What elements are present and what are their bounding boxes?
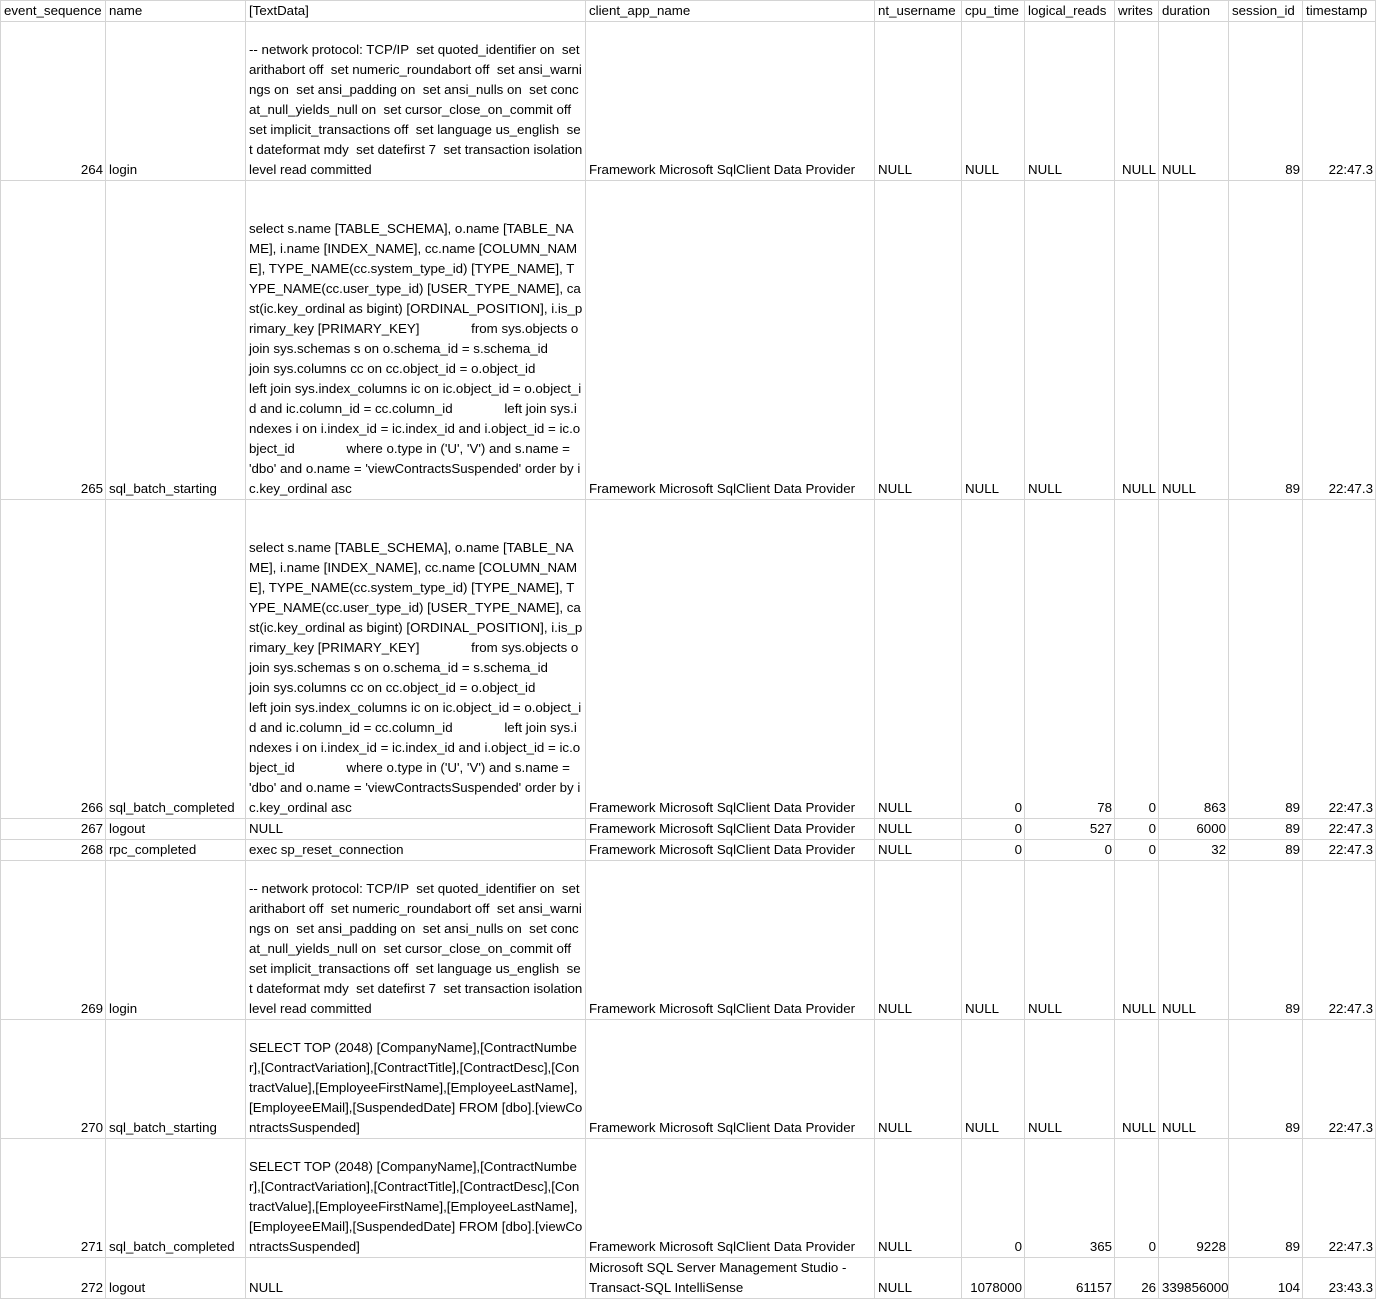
header-writes[interactable]: writes <box>1115 1 1159 22</box>
cell-logical-reads[interactable]: NULL <box>1025 861 1115 1020</box>
cell-timestamp[interactable]: 23:43.3 <box>1303 1258 1376 1299</box>
cell-text-data[interactable]: select s.name [TABLE_SCHEMA], o.name [TABLE_NAME], i.name [INDEX_NAME], cc.name [COLUMN_NAME], TYPE_NAME(cc.system_type_id) [TYPE_NAME], TYPE_NAME(cc.user_type_id) [USER_TYPE_NAME], cast(ic.key_ordinal as bigint) [ORDINAL_POSITION], i.is_primary_key [PRIMARY_KEY] from sys.objects o join sys.schemas s on o.schema_id = s.schema_id join sys.columns cc on cc.object_id = o.object_id left join sys.index_columns ic on ic.object_id = o.object_id and ic.column_id = cc.column_id left join sys.indexes i on i.index_id = ic.index_id and i.object_id = ic.object_id where o.type in ('U', 'V') and s.name = 'dbo' and o.name = 'viewContractsSuspended' order by ic.key_ordinal asc <box>246 181 586 500</box>
cell-duration[interactable]: 6000 <box>1159 819 1229 840</box>
cell-name[interactable]: login <box>106 861 246 1020</box>
cell-client-app-name[interactable]: Framework Microsoft SqlClient Data Provider <box>586 861 875 1020</box>
cell-client-app-name[interactable]: Framework Microsoft SqlClient Data Provider <box>586 840 875 861</box>
cell-session-id[interactable]: 89 <box>1229 840 1303 861</box>
table-row <box>1 500 1376 819</box>
cell-session-id[interactable]: 89 <box>1229 819 1303 840</box>
cell-duration[interactable]: 339856000 <box>1159 1258 1229 1299</box>
cell-duration[interactable]: 9228 <box>1159 1139 1229 1258</box>
table-row <box>1 1139 1376 1258</box>
table-row <box>1 1020 1376 1139</box>
cell-text-data[interactable]: NULL <box>246 819 586 840</box>
cell-nt-username[interactable]: NULL <box>875 1020 962 1139</box>
cell-writes[interactable]: NULL <box>1115 22 1159 181</box>
cell-timestamp[interactable]: 22:47.3 <box>1303 1020 1376 1139</box>
cell-duration[interactable]: NULL <box>1159 181 1229 500</box>
cell-nt-username[interactable]: NULL <box>875 22 962 181</box>
cell-writes[interactable]: NULL <box>1115 181 1159 500</box>
cell-logical-reads[interactable]: NULL <box>1025 181 1115 500</box>
cell-cpu-time[interactable]: 1078000 <box>962 1258 1025 1299</box>
cell-session-id[interactable]: 104 <box>1229 1258 1303 1299</box>
table-row <box>1 22 1376 181</box>
cell-client-app-name[interactable]: Framework Microsoft SqlClient Data Provider <box>586 500 875 819</box>
cell-logical-reads[interactable]: 61157 <box>1025 1258 1115 1299</box>
cell-writes[interactable]: 0 <box>1115 819 1159 840</box>
cell-client-app-name[interactable]: Framework Microsoft SqlClient Data Provider <box>586 819 875 840</box>
cell-writes[interactable]: 0 <box>1115 500 1159 819</box>
header-text-data[interactable]: [TextData] <box>246 1 586 22</box>
header-name[interactable]: name <box>106 1 246 22</box>
cell-logical-reads[interactable]: 0 <box>1025 840 1115 861</box>
cell-writes[interactable]: NULL <box>1115 1020 1159 1139</box>
cell-duration[interactable]: NULL <box>1159 22 1229 181</box>
header-event-sequence[interactable]: event_sequence <box>1 1 106 22</box>
cell-timestamp[interactable]: 22:47.3 <box>1303 819 1376 840</box>
cell-cpu-time[interactable]: 0 <box>962 500 1025 819</box>
header-duration[interactable]: duration <box>1159 1 1229 22</box>
cell-text-data[interactable]: select s.name [TABLE_SCHEMA], o.name [TABLE_NAME], i.name [INDEX_NAME], cc.name [COLUMN_NAME], TYPE_NAME(cc.system_type_id) [TYPE_NAME], TYPE_NAME(cc.user_type_id) [USER_TYPE_NAME], cast(ic.key_ordinal as bigint) [ORDINAL_POSITION], i.is_primary_key [PRIMARY_KEY] from sys.objects o join sys.schemas s on o.schema_id = s.schema_id join sys.columns cc on cc.object_id = o.object_id left join sys.index_columns ic on ic.object_id = o.object_id and ic.column_id = cc.column_id left join sys.indexes i on i.index_id = ic.index_id and i.object_id = ic.object_id where o.type in ('U', 'V') and s.name = 'dbo' and o.name = 'viewContractsSuspended' order by ic.key_ordinal asc <box>246 500 586 819</box>
cell-text-data[interactable]: -- network protocol: TCP/IP set quoted_identifier on set arithabort off set numeric_roundabort off set ansi_warnings on set ansi_padding on set ansi_nulls on set concat_null_yields_null on set cursor_close_on_commit off set implicit_transactions off set language us_english set dateformat mdy set datefirst 7 set transaction isolation level read committed <box>246 861 586 1020</box>
cell-session-id[interactable]: 89 <box>1229 861 1303 1020</box>
cell-client-app-name[interactable]: Framework Microsoft SqlClient Data Provider <box>586 22 875 181</box>
cell-writes[interactable]: 0 <box>1115 840 1159 861</box>
cell-nt-username[interactable]: NULL <box>875 819 962 840</box>
cell-cpu-time[interactable]: 0 <box>962 819 1025 840</box>
cell-session-id[interactable]: 89 <box>1229 181 1303 500</box>
cell-text-data[interactable]: SELECT TOP (2048) [CompanyName],[ContractNumber],[ContractVariation],[ContractTitle],[ContractDesc],[ContractValue],[EmployeeFirstName],[EmployeeLastName],[EmployeeEMail],[SuspendedDate] FROM [dbo].[viewContractsSuspended] <box>246 1139 586 1258</box>
cell-nt-username[interactable]: NULL <box>875 1258 962 1299</box>
cell-duration[interactable]: NULL <box>1159 861 1229 1020</box>
cell-name[interactable]: sql_batch_starting <box>106 181 246 500</box>
cell-client-app-name[interactable]: Framework Microsoft SqlClient Data Provider <box>586 181 875 500</box>
cell-logical-reads[interactable]: 365 <box>1025 1139 1115 1258</box>
header-timestamp[interactable]: timestamp <box>1303 1 1376 22</box>
cell-timestamp[interactable]: 22:47.3 <box>1303 840 1376 861</box>
cell-session-id[interactable]: 89 <box>1229 500 1303 819</box>
table-row <box>1 181 1376 500</box>
cell-name[interactable]: sql_batch_starting <box>106 1020 246 1139</box>
table-row <box>1 819 1376 840</box>
cell-writes[interactable]: 0 <box>1115 1139 1159 1258</box>
header-row <box>1 1 1376 22</box>
cell-logical-reads[interactable]: 527 <box>1025 819 1115 840</box>
cell-cpu-time[interactable]: NULL <box>962 22 1025 181</box>
cell-logical-reads[interactable]: NULL <box>1025 22 1115 181</box>
cell-event-sequence[interactable]: 265 <box>1 181 106 500</box>
cell-text-data[interactable]: -- network protocol: TCP/IP set quoted_identifier on set arithabort off set numeric_roundabort off set ansi_warnings on set ansi_padding on set ansi_nulls on set concat_null_yields_null on set cursor_close_on_commit off set implicit_transactions off set language us_english set dateformat mdy set datefirst 7 set transaction isolation level read committed <box>246 22 586 181</box>
cell-cpu-time[interactable]: NULL <box>962 181 1025 500</box>
cell-duration[interactable]: NULL <box>1159 1020 1229 1139</box>
header-nt-username[interactable]: nt_username <box>875 1 962 22</box>
cell-name[interactable]: logout <box>106 1258 246 1299</box>
cell-timestamp[interactable]: 22:47.3 <box>1303 181 1376 500</box>
cell-name[interactable]: rpc_completed <box>106 840 246 861</box>
cell-event-sequence[interactable]: 264 <box>1 22 106 181</box>
cell-cpu-time[interactable]: 0 <box>962 1139 1025 1258</box>
cell-text-data[interactable]: SELECT TOP (2048) [CompanyName],[ContractNumber],[ContractVariation],[ContractTitle],[ContractDesc],[ContractValue],[EmployeeFirstName],[EmployeeLastName],[EmployeeEMail],[SuspendedDate] FROM [dbo].[viewContractsSuspended] <box>246 1020 586 1139</box>
cell-duration[interactable]: 863 <box>1159 500 1229 819</box>
cell-cpu-time[interactable]: NULL <box>962 861 1025 1020</box>
cell-writes[interactable]: 26 <box>1115 1258 1159 1299</box>
header-session-id[interactable]: session_id <box>1229 1 1303 22</box>
cell-client-app-name[interactable]: Framework Microsoft SqlClient Data Provider <box>586 1139 875 1258</box>
cell-text-data[interactable]: NULL <box>246 1258 586 1299</box>
table-row <box>1 840 1376 861</box>
cell-nt-username[interactable]: NULL <box>875 840 962 861</box>
cell-event-sequence[interactable]: 267 <box>1 819 106 840</box>
cell-logical-reads[interactable]: 78 <box>1025 500 1115 819</box>
cell-event-sequence[interactable]: 271 <box>1 1139 106 1258</box>
cell-writes[interactable]: NULL <box>1115 861 1159 1020</box>
cell-name[interactable]: logout <box>106 819 246 840</box>
table-row <box>1 861 1376 1020</box>
cell-logical-reads[interactable]: NULL <box>1025 1020 1115 1139</box>
cell-event-sequence[interactable]: 269 <box>1 861 106 1020</box>
table-row <box>1 1258 1376 1299</box>
cell-session-id[interactable]: 89 <box>1229 1020 1303 1139</box>
cell-session-id[interactable]: 89 <box>1229 1139 1303 1258</box>
cell-timestamp[interactable]: 22:47.3 <box>1303 500 1376 819</box>
cell-client-app-name[interactable]: Microsoft SQL Server Management Studio - Transact-SQL IntelliSense <box>586 1258 875 1299</box>
cell-name[interactable]: sql_batch_completed <box>106 500 246 819</box>
cell-timestamp[interactable]: 22:47.3 <box>1303 1139 1376 1258</box>
cell-nt-username[interactable]: NULL <box>875 861 962 1020</box>
cell-event-sequence[interactable]: 266 <box>1 500 106 819</box>
cell-timestamp[interactable]: 22:47.3 <box>1303 861 1376 1020</box>
cell-duration[interactable]: 32 <box>1159 840 1229 861</box>
cell-nt-username[interactable]: NULL <box>875 181 962 500</box>
cell-name[interactable]: login <box>106 22 246 181</box>
cell-event-sequence[interactable]: 272 <box>1 1258 106 1299</box>
cell-nt-username[interactable]: NULL <box>875 500 962 819</box>
cell-event-sequence[interactable]: 270 <box>1 1020 106 1139</box>
cell-timestamp[interactable]: 22:47.3 <box>1303 22 1376 181</box>
cell-text-data[interactable]: exec sp_reset_connection <box>246 840 586 861</box>
header-client-app-name[interactable]: client_app_name <box>586 1 875 22</box>
cell-session-id[interactable]: 89 <box>1229 22 1303 181</box>
header-logical-reads[interactable]: logical_reads <box>1025 1 1115 22</box>
cell-cpu-time[interactable]: 0 <box>962 840 1025 861</box>
cell-client-app-name[interactable]: Framework Microsoft SqlClient Data Provider <box>586 1020 875 1139</box>
cell-cpu-time[interactable]: NULL <box>962 1020 1025 1139</box>
cell-nt-username[interactable]: NULL <box>875 1139 962 1258</box>
header-cpu-time[interactable]: cpu_time <box>962 1 1025 22</box>
cell-event-sequence[interactable]: 268 <box>1 840 106 861</box>
cell-name[interactable]: sql_batch_completed <box>106 1139 246 1258</box>
